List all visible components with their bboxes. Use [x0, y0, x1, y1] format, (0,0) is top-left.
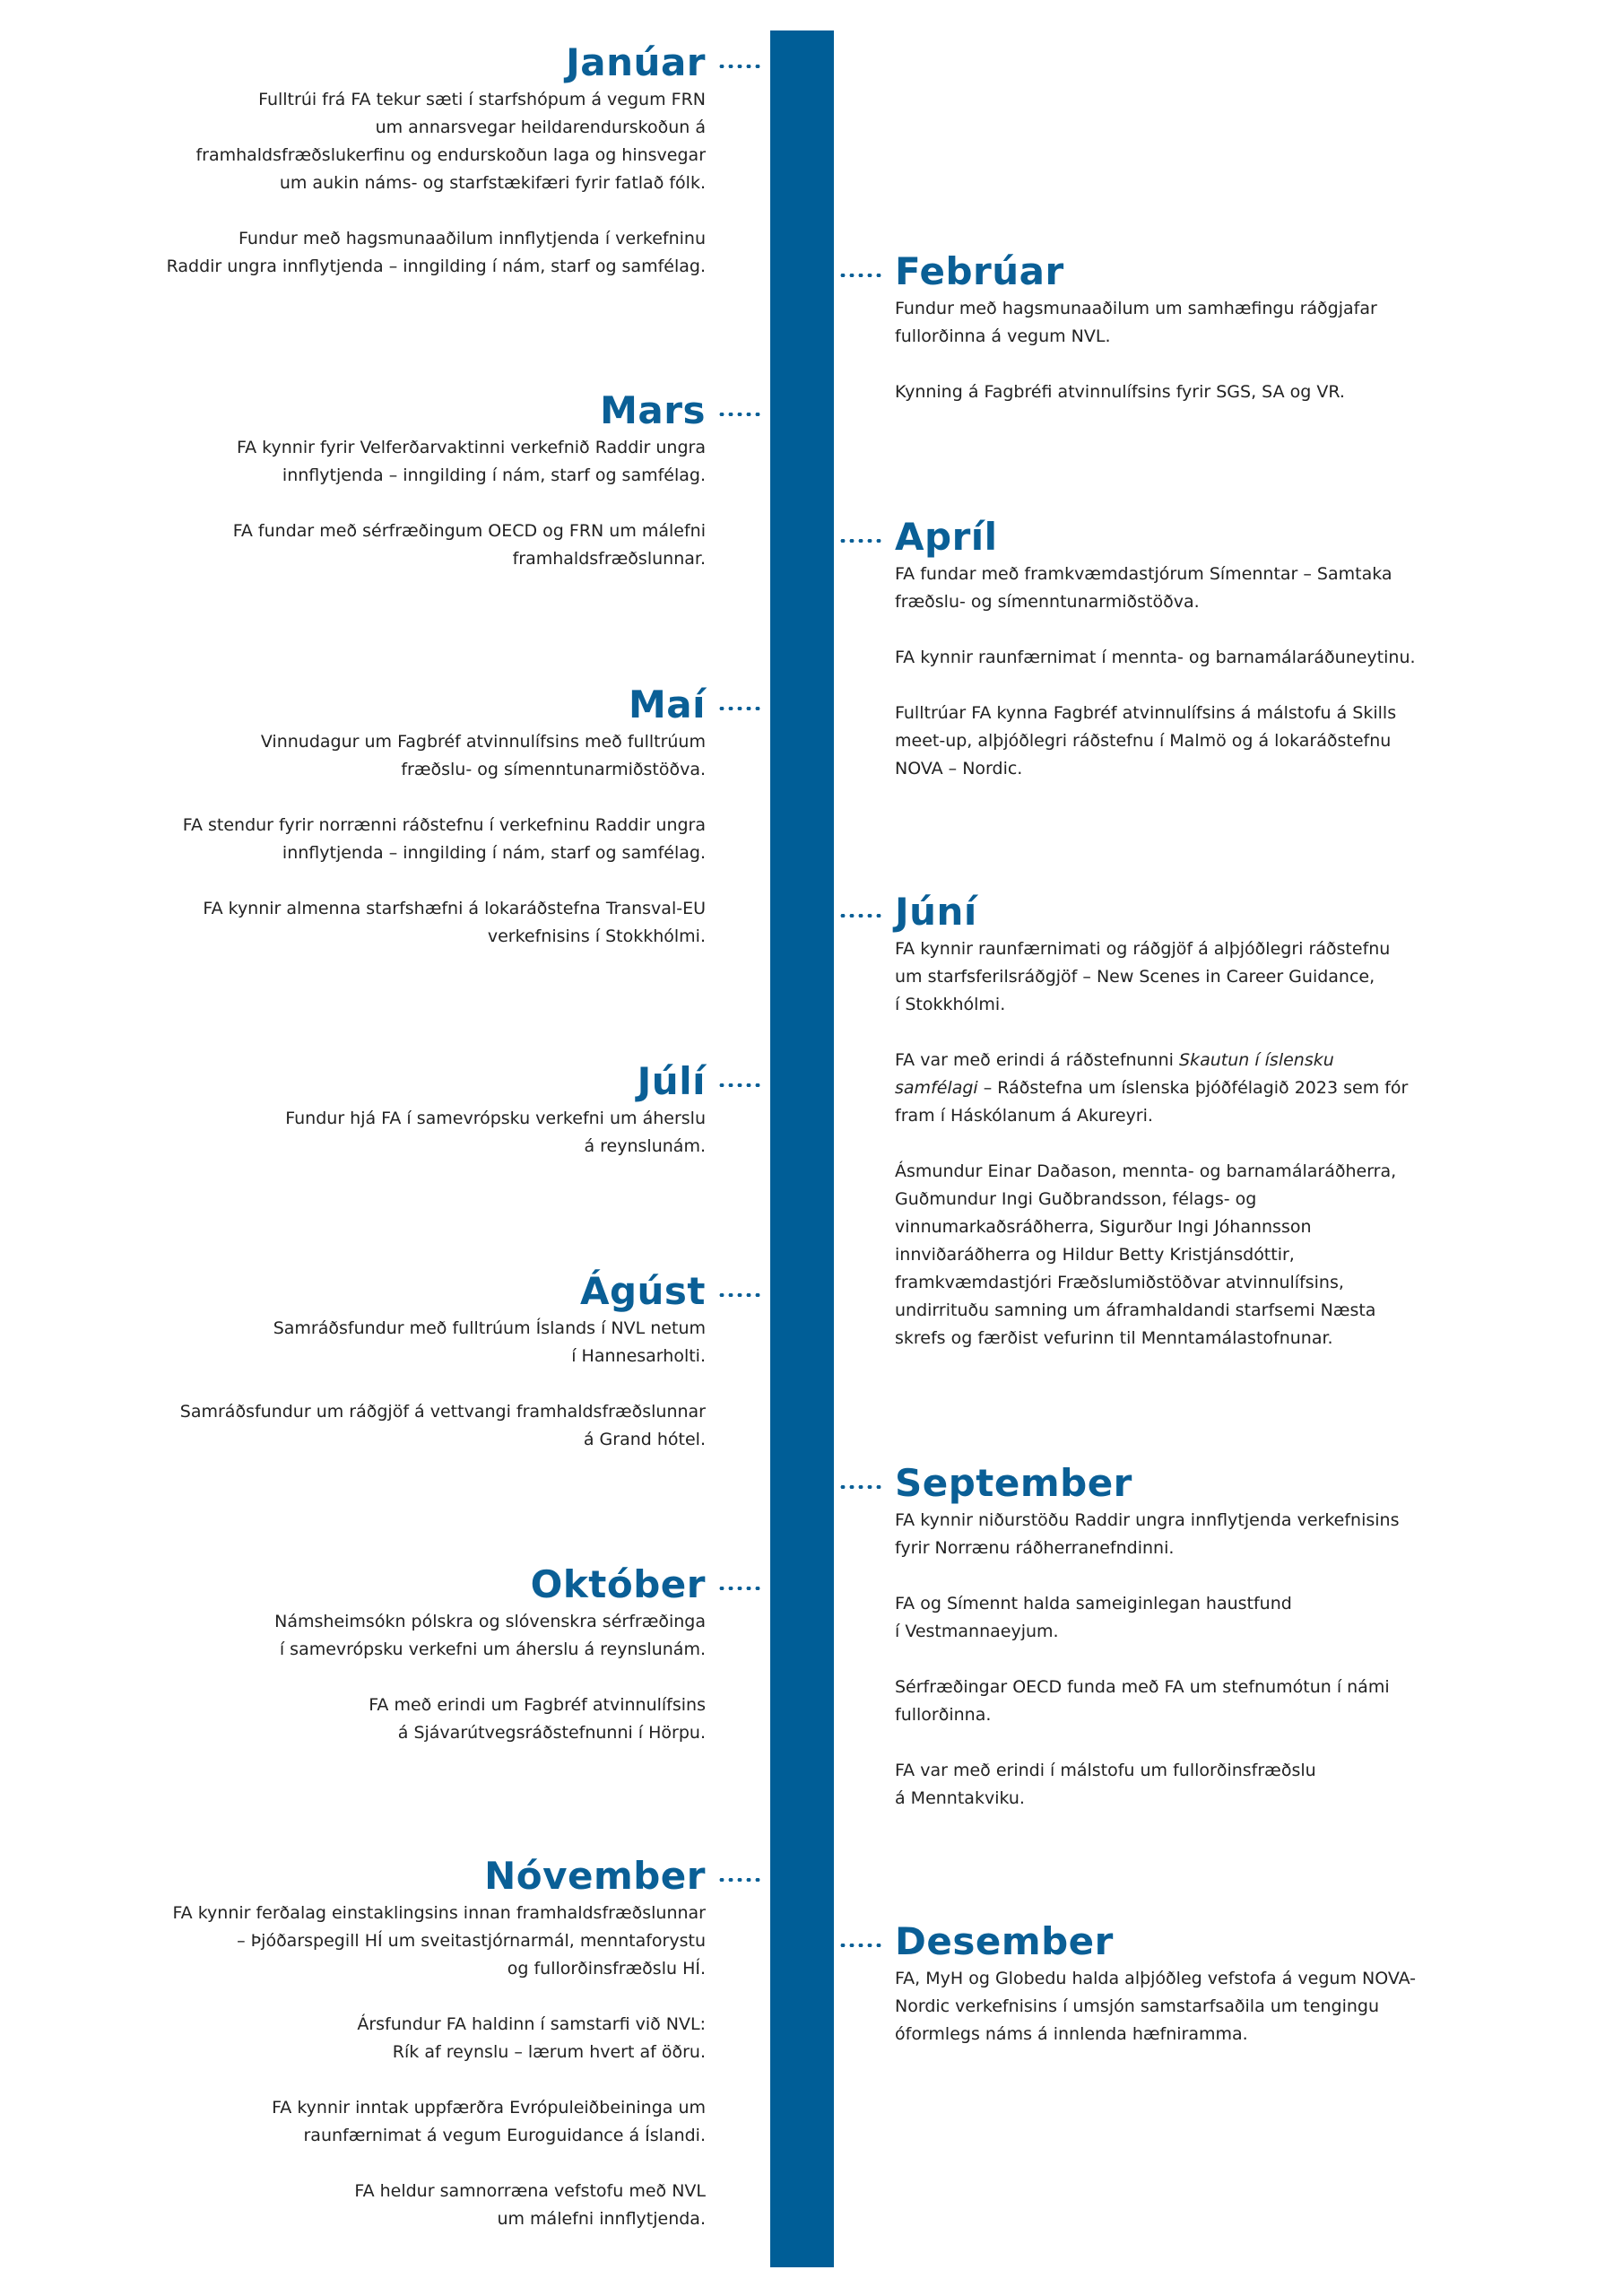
connector-dots: [717, 707, 762, 710]
event-text: [895, 1047, 1451, 1130]
event-text-start: FA var með erindi á ráðstefnunni: [895, 1050, 1179, 1070]
event-text: Fundur með hagsmunaaðilum innflytjenda í verkefninu Raddir ungra innflytjenda – inngilding í nám, starf og samfélag.: [166, 229, 706, 276]
event-text: Fundur með hagsmunaaðilum um samhæfingu ráðgjafar fullorðinna á vegum NVL.: [895, 299, 1377, 346]
month-heading: Ágúst: [579, 1269, 706, 1313]
month-heading: Febrúar: [895, 249, 1064, 293]
event-text: FA kynnir raunfærnimati og ráðgjöf á alþjóðlegri ráðstefnu um starfsferilsráðgjöf – New Scenes in Career Guidance, í Stokkhólmi.: [895, 939, 1391, 1014]
event-text: FA kynnir niðurstöðu Raddir ungra innflytjenda verkefnisins fyrir Norrænu ráðherranefndinni.: [895, 1510, 1400, 1558]
event-text: Ásmundur Einar Daðason, mennta- og barnamálaráðherra, Guðmundur Ingi Guðbrandsson, félags- og vinnumarkaðsráðherra, Sigurður Ingi Jóhannsson innviðaráðherra og Hildur Betty Kristjánsdóttir, framkvæmdastjóri Fræðslumiðstöðvar atvinnulífsins, undirrituðu samning um áframhaldandi starfsemi Næsta skrefs og færðist vefurinn til Menntamálastofnunar.: [895, 1161, 1397, 1348]
month-heading: Maí: [628, 683, 706, 726]
timeline-bar: [770, 30, 834, 2267]
connector-dots: [717, 1878, 762, 1882]
connector-dots: [838, 1944, 883, 1947]
connector-dots: [717, 1083, 762, 1087]
event-text: FA kynnir raunfærnimat í mennta- og barnamálaráðuneytinu.: [895, 648, 1416, 667]
connector-dots: [717, 1293, 762, 1297]
connector-dots: [717, 413, 762, 416]
event-text: Fulltrúar FA kynna Fagbréf atvinnulífsins á málstofu á Skills meet-up, alþjóðlegri ráðstefnu í Malmö og á lokaráðstefnu NOVA – Nordic.: [895, 703, 1397, 778]
connector-dots: [717, 1587, 762, 1590]
month-june: [895, 889, 1451, 1352]
connector-dots: [717, 65, 762, 68]
month-heading: Mars: [600, 388, 706, 432]
event-text: FA, MyH og Globedu halda alþjóðleg vefstofa á vegum NOVA- Nordic verkefnisins í umsjón samstarfsaðila um tengingu óformlegs náms á innlenda hæfniramma.: [895, 1969, 1417, 2044]
month-december: [895, 1918, 1451, 2048]
connector-dots: [838, 914, 883, 918]
event-text: FA fundar með sérfræðingum OECD og FRN um málefni framhaldsfræðslunnar.: [232, 521, 706, 569]
event-text: FA fundar með framkvæmdastjórum Símenntar – Samtaka fræðslu- og símenntunarmiðstöðva.: [895, 564, 1392, 612]
month-march: [132, 387, 706, 573]
event-text: FA var með erindi í málstofu um fullorðinsfræðslu á Menntakviku.: [895, 1761, 1316, 1808]
month-heading: Apríl: [895, 515, 998, 559]
month-january: [132, 39, 706, 281]
month-may: [132, 682, 706, 951]
event-text: FA og Símennt halda sameiginlegan haustfund í Vestmannaeyjum.: [895, 1594, 1292, 1641]
event-text: Fulltrúi frá FA tekur sæti í starfshópum á vegum FRN um annarsvegar heildarendurskoðun á framhaldsfræðslukerfinu og endurskoðun laga og hinsvegar um aukin náms- og starfstækifæri fyrir fatlað fólk.: [195, 90, 706, 193]
connector-dots: [838, 1485, 883, 1489]
event-text: Námsheimsókn pólskra og slóvenskra sérfræðinga í samevrópsku verkefni um áherslu á reynslunám.: [274, 1612, 706, 1659]
month-heading: September: [895, 1461, 1132, 1505]
month-september: [895, 1460, 1451, 1813]
event-text: Fundur hjá FA í samevrópsku verkefni um áherslu á reynslunám.: [285, 1109, 706, 1156]
event-text-end: – Ráðstefna um íslenska þjóðfélagið 2023 sem fór fram í Háskólanum á Akureyri.: [895, 1078, 1409, 1126]
month-august: [132, 1268, 706, 1454]
event-text: FA stendur fyrir norrænni ráðstefnu í verkefninu Raddir ungra innflytjenda – inngilding í nám, starf og samfélag.: [182, 815, 706, 863]
connector-dots: [838, 539, 883, 543]
month-heading: Október: [530, 1562, 706, 1606]
month-heading: Desember: [895, 1919, 1114, 1963]
event-text: Samráðsfundur um ráðgjöf á vettvangi framhaldsfræðslunnar á Grand hótel.: [179, 1402, 706, 1449]
event-text: FA með erindi um Fagbréf atvinnulífsins á Sjávarútvegsráðstefnunni í Hörpu.: [369, 1695, 706, 1743]
month-heading: Janúar: [566, 40, 706, 84]
month-november: [132, 1853, 706, 2233]
event-text: FA kynnir inntak uppfærðra Evrópuleiðbeininga um raunfærnimat á vegum Euroguidance á Íslandi.: [272, 2098, 706, 2145]
month-heading: Nóvember: [484, 1854, 706, 1898]
event-text: FA kynnir almenna starfshæfni á lokaráðstefna Transval-EU verkefnisins í Stokkhólmi.: [203, 899, 706, 946]
event-text: FA kynnir fyrir Velferðarvaktinni verkefnið Raddir ungra innflytjenda – inngilding í nám, starf og samfélag.: [236, 438, 706, 485]
month-heading: Júní: [895, 890, 977, 934]
event-title-italic: Skautun í íslensku samfélagi: [895, 1050, 1334, 1098]
month-april: [895, 514, 1451, 783]
event-text: Kynning á Fagbréfi atvinnulífsins fyrir SGS, SA og VR.: [895, 382, 1345, 402]
event-text: FA heldur samnorræna vefstofu með NVL um málefni innflytjenda.: [354, 2181, 706, 2229]
connector-dots: [838, 274, 883, 277]
month-february: [895, 248, 1451, 406]
event-text: Ársfundur FA haldinn í samstarfi við NVL: Rík af reynslu – lærum hvert af öðru.: [357, 2014, 706, 2062]
event-text: Vinnudagur um Fagbréf atvinnulífsins með fulltrúum fræðslu- og símenntunarmiðstöðva.: [260, 732, 706, 779]
month-july: [132, 1058, 706, 1161]
event-text: Sérfræðingar OECD funda með FA um stefnumótun í námi fullorðinna.: [895, 1677, 1390, 1725]
month-heading: Júlí: [637, 1059, 706, 1103]
event-text: FA kynnir ferðalag einstaklingsins innan framhaldsfræðslunnar – Þjóðarspegill HÍ um sveitastjórnarmál, menntaforystu og fullorðinsfræðslu HÍ.: [172, 1903, 706, 1979]
event-text: Samráðsfundur með fulltrúum Íslands í NVL netum í Hannesarholti.: [273, 1318, 706, 1366]
month-october: [132, 1561, 706, 1747]
